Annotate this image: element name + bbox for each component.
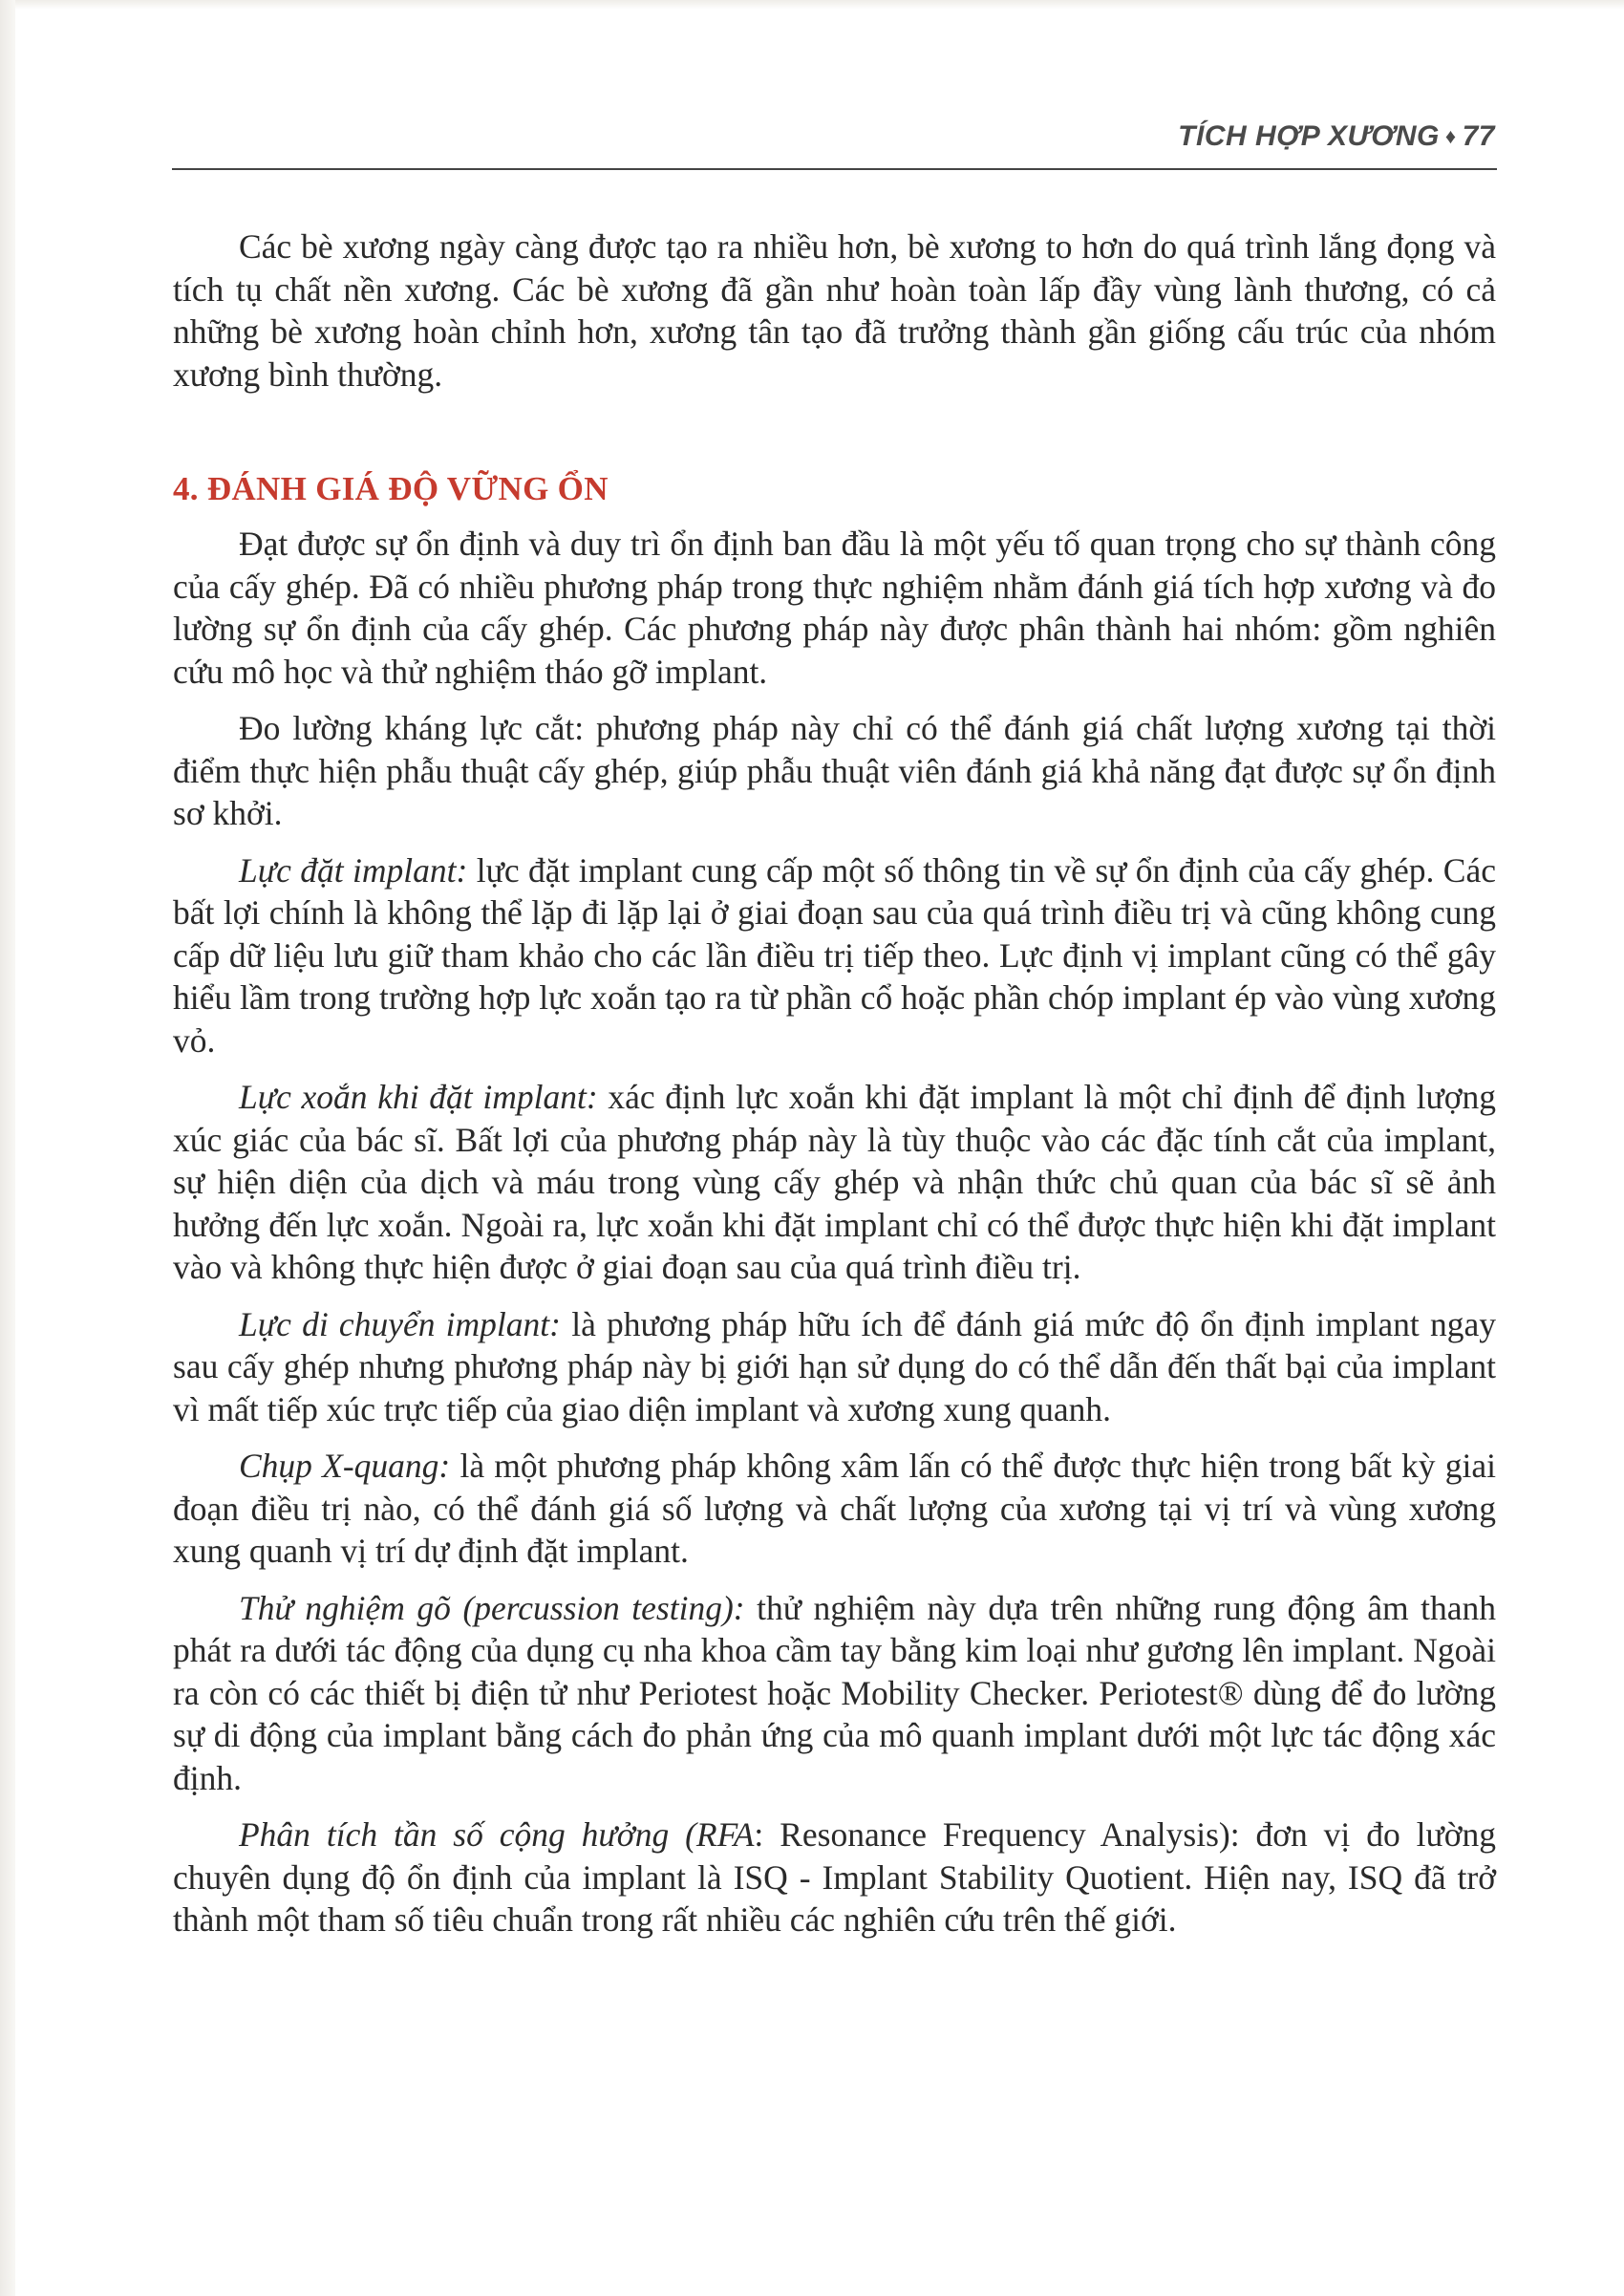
diamond-separator-icon: ♦ [1444, 124, 1457, 148]
paragraph-percussion [173, 1587, 1496, 1800]
paragraph-text: là phương pháp hữu ích để đánh giá mức độ ổn định implant ngay sau cấy ghép nhưng phương pháp này bị giới hạn sử dụng do có thể dẫn đến thất bại của implant vì mất tiếp xúc trực tiếp của giao diện implant và xương xung quanh. [173, 1304, 1496, 1428]
scan-edge-top [0, 0, 1624, 10]
running-head [1178, 120, 1495, 153]
paragraph-displacement-force [173, 1303, 1496, 1431]
paragraph-overview [173, 523, 1496, 693]
page-number: 77 [1462, 120, 1495, 152]
running-head-title: TÍCH HỢP XƯƠNG [1178, 120, 1440, 152]
paragraph-text: : Resonance Frequency Analysis): đơn vị đo lường chuyên dụng độ ổn định của implant là ISQ - Implant Stability Quotient. Hiện nay, ISQ đã trở thành một tham số tiêu chuẩn trong rất nhiều các nghiên cứu trên thế giới. [173, 1815, 1496, 1939]
section-stability [173, 465, 1496, 1942]
paragraph-text: Đo lường kháng lực cắt: phương pháp này chỉ có thể đánh giá chất lượng xương tại thời điểm thực hiện phẫu thuật cấy ghép, giúp phẫu thuật viên đánh giá khả năng đạt được sự ổn định sơ khởi. [173, 709, 1496, 832]
paragraph-term: Thử nghiệm gõ (percussion testing): [239, 1588, 745, 1627]
intro-paragraph: Các bè xương ngày càng được tạo ra nhiều hơn, bè xương to hơn do quá trình lắng đọng và tích tụ chất nền xương. Các bè xương đã gần như hoàn toàn lấp đầy vùng lành thương, có cả những bè xương hoàn chỉnh hơn, xương tân tạo đã trưởng thành gần giống cấu trúc của nhóm xương bình thường. [173, 227, 1496, 394]
header-rule [172, 168, 1497, 170]
paragraph-text: thử nghiệm này dựa trên những rung động âm thanh phát ra dưới tác động của dụng cụ nha khoa cầm tay bằng kim loại như gương lên implant. Ngoài ra còn có các thiết bị điện tử như Periotest hoặc Mobility Checker. Periotest® dùng để đo lường sự di động của implant bằng cách đo phản ứng của mô quanh implant dưới một lực tác động xác định. [173, 1588, 1496, 1797]
paragraph-shear-resistance [173, 707, 1496, 835]
paragraph-term: Chụp X-quang: [239, 1447, 451, 1485]
paragraph-text: xác định lực xoắn khi đặt implant là một chỉ định để định lượng xúc giác của bác sĩ. Bất lợi của phương pháp này là tùy thuộc vào các đặc tính cắt của implant, sự hiện diện của dịch và máu trong vùng cấy ghép và nhận thức chủ quan của bác sĩ sẽ ảnh hưởng đến lực xoắn. Ngoài ra, lực xoắn khi đặt implant chỉ có thể được thực hiện khi đặt implant vào và không thực hiện được ở giai đoạn sau của quá trình điều trị. [173, 1078, 1496, 1286]
paragraph-term: Lực di chuyển implant: [239, 1304, 561, 1343]
paragraph-term: Phân tích tần số cộng hưởng (RFA [239, 1815, 755, 1854]
paragraph-text: Đạt được sự ổn định và duy trì ổn định ban đầu là một yếu tố quan trọng cho sự thành công của cấy ghép. Đã có nhiều phương pháp trong thực nghiệm nhằm đánh giá tích hợp xương và đo lường sự ổn định của cấy ghép. Các phương pháp này được phân thành hai nhóm: gồm nghiên cứu mô học và thử nghiệm tháo gỡ implant. [173, 525, 1496, 691]
page-body [173, 225, 1496, 1942]
section-heading: 4. ĐÁNH GIÁ ĐỘ VỮNG ỔN [173, 470, 609, 507]
paragraph-rfa [173, 1813, 1496, 1942]
paragraph-term: Lực xoắn khi đặt implant: [239, 1078, 598, 1116]
paragraph-xray [173, 1445, 1496, 1573]
paragraph-text: lực đặt implant cung cấp một số thông tin về sự ổn định của cấy ghép. Các bất lợi chính là không thể lặp đi lặp lại ở giai đoạn sau của quá trình điều trị và cũng không cung cấp dữ liệu lưu giữ tham khảo cho các lần điều trị tiếp theo. Lực định vị implant cũng có thể gây hiểu lầm trong trường hợp lực xoắn tạo ra từ phần cổ hoặc phần chóp implant ép vào vùng xương vỏ. [173, 850, 1496, 1060]
paragraph-text: là một phương pháp không xâm lấn có thể được thực hiện trong bất kỳ giai đoạn điều trị nào, có thể đánh giá số lượng và chất lượng của xương tại vị trí và vùng xương xung quanh vị trí dự định đặt implant. [173, 1447, 1496, 1570]
paragraph-insertion-torque [173, 1076, 1496, 1289]
scan-edge-left [0, 0, 15, 2296]
paragraph-insertion-force [173, 849, 1496, 1062]
paragraph-term: Lực đặt implant: [239, 850, 468, 890]
